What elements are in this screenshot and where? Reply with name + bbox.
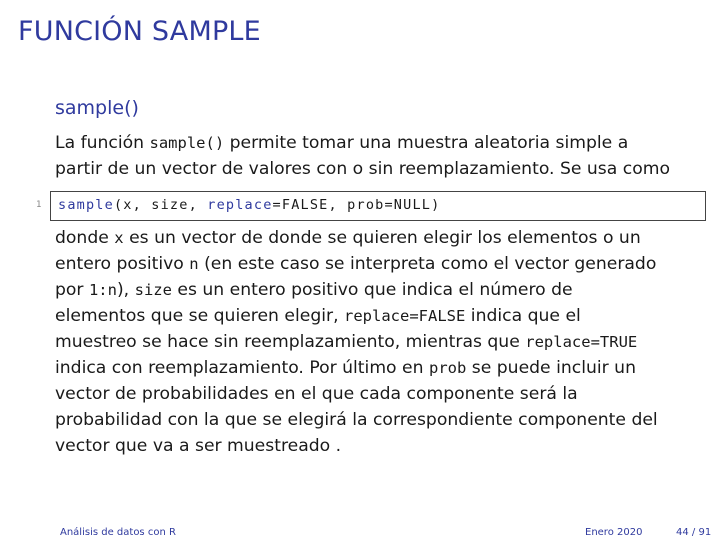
explanation-line: probabilidad con la que se elegirá la correspondiente componente del (55, 410, 658, 430)
intro-line: La función sample() permite tomar una muestra aleatoria simple a (55, 133, 629, 153)
slide-title: FUNCIÓN SAMPLE (18, 16, 261, 47)
explanation-line: donde x es un vector de donde se quieren elegir los elementos o un (55, 228, 641, 248)
explanation-line: vector que va a ser muestreado . (55, 436, 342, 456)
code-line-number: 1 (36, 200, 42, 210)
footer-page-number: 44 / 91 (676, 527, 712, 538)
explanation-line: vector de probabilidades en el que cada componente será la (55, 384, 578, 404)
explanation-line: entero positivo n (en este caso se interpreta como el vector generado (55, 254, 657, 274)
footer-date: Enero 2020 (585, 527, 643, 538)
inline-code: sample() (149, 134, 225, 152)
explanation-line: muestreo se hace sin reemplazamiento, mientras que replace=TRUE (55, 332, 638, 352)
explanation-line: por 1:n), size es un entero positivo que indica el número de (55, 280, 573, 300)
intro-paragraph (55, 130, 695, 182)
intro-line: partir de un vector de valores con o sin reemplazamiento. Se usa como (55, 159, 670, 179)
explanation-line: elementos que se quieren elegir, replace=FALSE indica que el (55, 306, 581, 326)
explanation-line: indica con reemplazamiento. Por último en prob se puede incluir un (55, 358, 636, 378)
code-line: sample(x, size, replace=FALSE, prob=NULL) (58, 197, 441, 213)
explanation-paragraph (55, 225, 695, 459)
footer-title: Análisis de datos con R (60, 527, 176, 538)
block-title: sample() (55, 97, 139, 119)
